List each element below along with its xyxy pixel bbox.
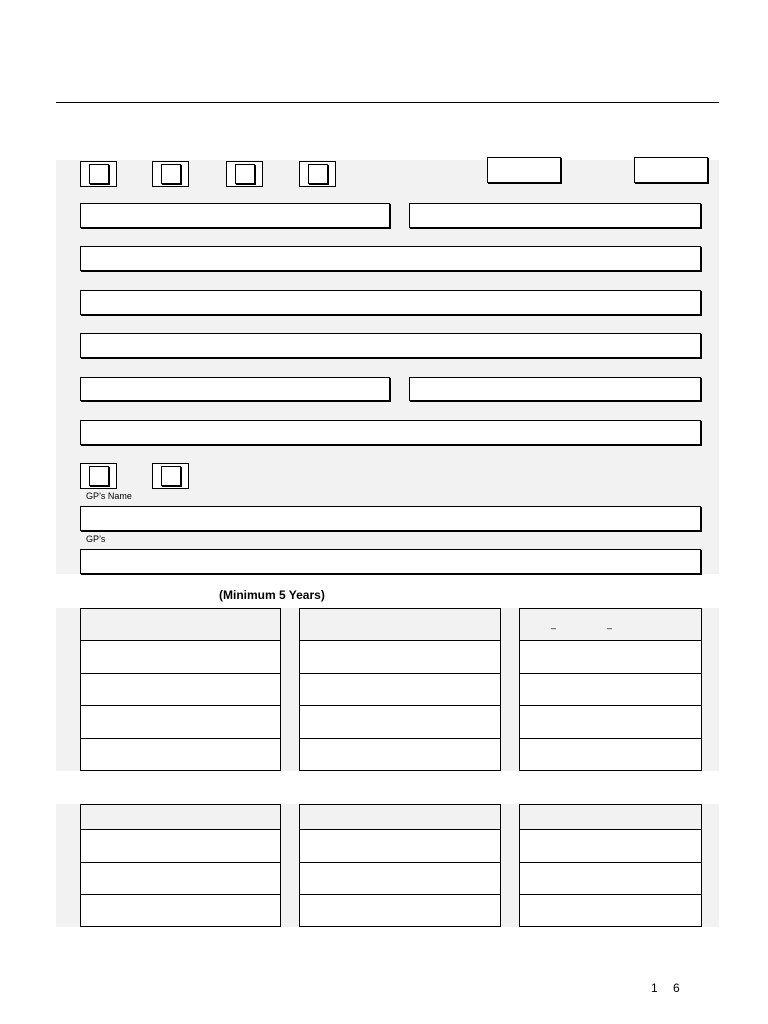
phone-field[interactable] <box>80 377 390 401</box>
surname-field[interactable] <box>409 203 701 228</box>
date-separator-1: – <box>551 623 557 633</box>
second-cell-r1-c3[interactable] <box>519 829 702 863</box>
second-cell-r2-c2[interactable] <box>299 862 501 895</box>
second-header-col1 <box>80 804 281 830</box>
page-number-total: 6 <box>673 981 680 995</box>
history-cell-r3-c3[interactable] <box>519 705 702 739</box>
gp-name-label: GP’s Name <box>86 491 132 501</box>
header-rule <box>56 102 719 103</box>
first-name-field[interactable] <box>80 203 390 228</box>
title-checkbox-3[interactable] <box>226 161 263 187</box>
gp-field[interactable] <box>80 549 701 574</box>
second-header-col2 <box>299 804 501 830</box>
history-cell-r3-c1[interactable] <box>80 705 281 739</box>
second-cell-r3-c2[interactable] <box>299 894 501 927</box>
second-cell-r3-c3[interactable] <box>519 894 702 927</box>
date-separator-2: – <box>607 623 613 633</box>
address-line-2-field[interactable] <box>80 290 701 315</box>
second-cell-r2-c3[interactable] <box>519 862 702 895</box>
gp-name-field[interactable] <box>80 506 701 531</box>
second-cell-r2-c1[interactable] <box>80 862 281 895</box>
mobile-field[interactable] <box>409 377 701 401</box>
address-line-3-field[interactable] <box>80 333 701 358</box>
title-checkbox-2[interactable] <box>152 161 189 187</box>
history-cell-r1-c3[interactable] <box>519 640 702 674</box>
page-number-current: 1 <box>651 981 658 995</box>
second-cell-r1-c1[interactable] <box>80 829 281 863</box>
email-field[interactable] <box>80 420 701 445</box>
gp-label: GP’s <box>86 534 106 544</box>
history-cell-r2-c2[interactable] <box>299 673 501 706</box>
title-checkbox-1[interactable] <box>80 161 117 187</box>
title-checkbox-4[interactable] <box>299 161 336 187</box>
history-cell-r2-c1[interactable] <box>80 673 281 706</box>
address-line-1-field[interactable] <box>80 246 701 271</box>
second-cell-r1-c2[interactable] <box>299 829 501 863</box>
history-cell-r3-c2[interactable] <box>299 705 501 739</box>
history-cell-r4-c3[interactable] <box>519 738 702 771</box>
history-cell-r2-c3[interactable] <box>519 673 702 706</box>
option-checkbox-2[interactable] <box>152 463 189 489</box>
history-cell-r4-c2[interactable] <box>299 738 501 771</box>
history-header-col2 <box>299 608 501 641</box>
history-cell-r4-c1[interactable] <box>80 738 281 771</box>
option-checkbox-1[interactable] <box>80 463 117 489</box>
date-field-2[interactable] <box>634 157 708 183</box>
date-field-1[interactable] <box>487 157 561 183</box>
second-cell-r3-c1[interactable] <box>80 894 281 927</box>
second-header-col3 <box>519 804 702 830</box>
history-cell-r1-c1[interactable] <box>80 640 281 674</box>
history-cell-r1-c2[interactable] <box>299 640 501 674</box>
history-header-col1 <box>80 608 281 641</box>
history-heading: (Minimum 5 Years) <box>219 588 325 602</box>
